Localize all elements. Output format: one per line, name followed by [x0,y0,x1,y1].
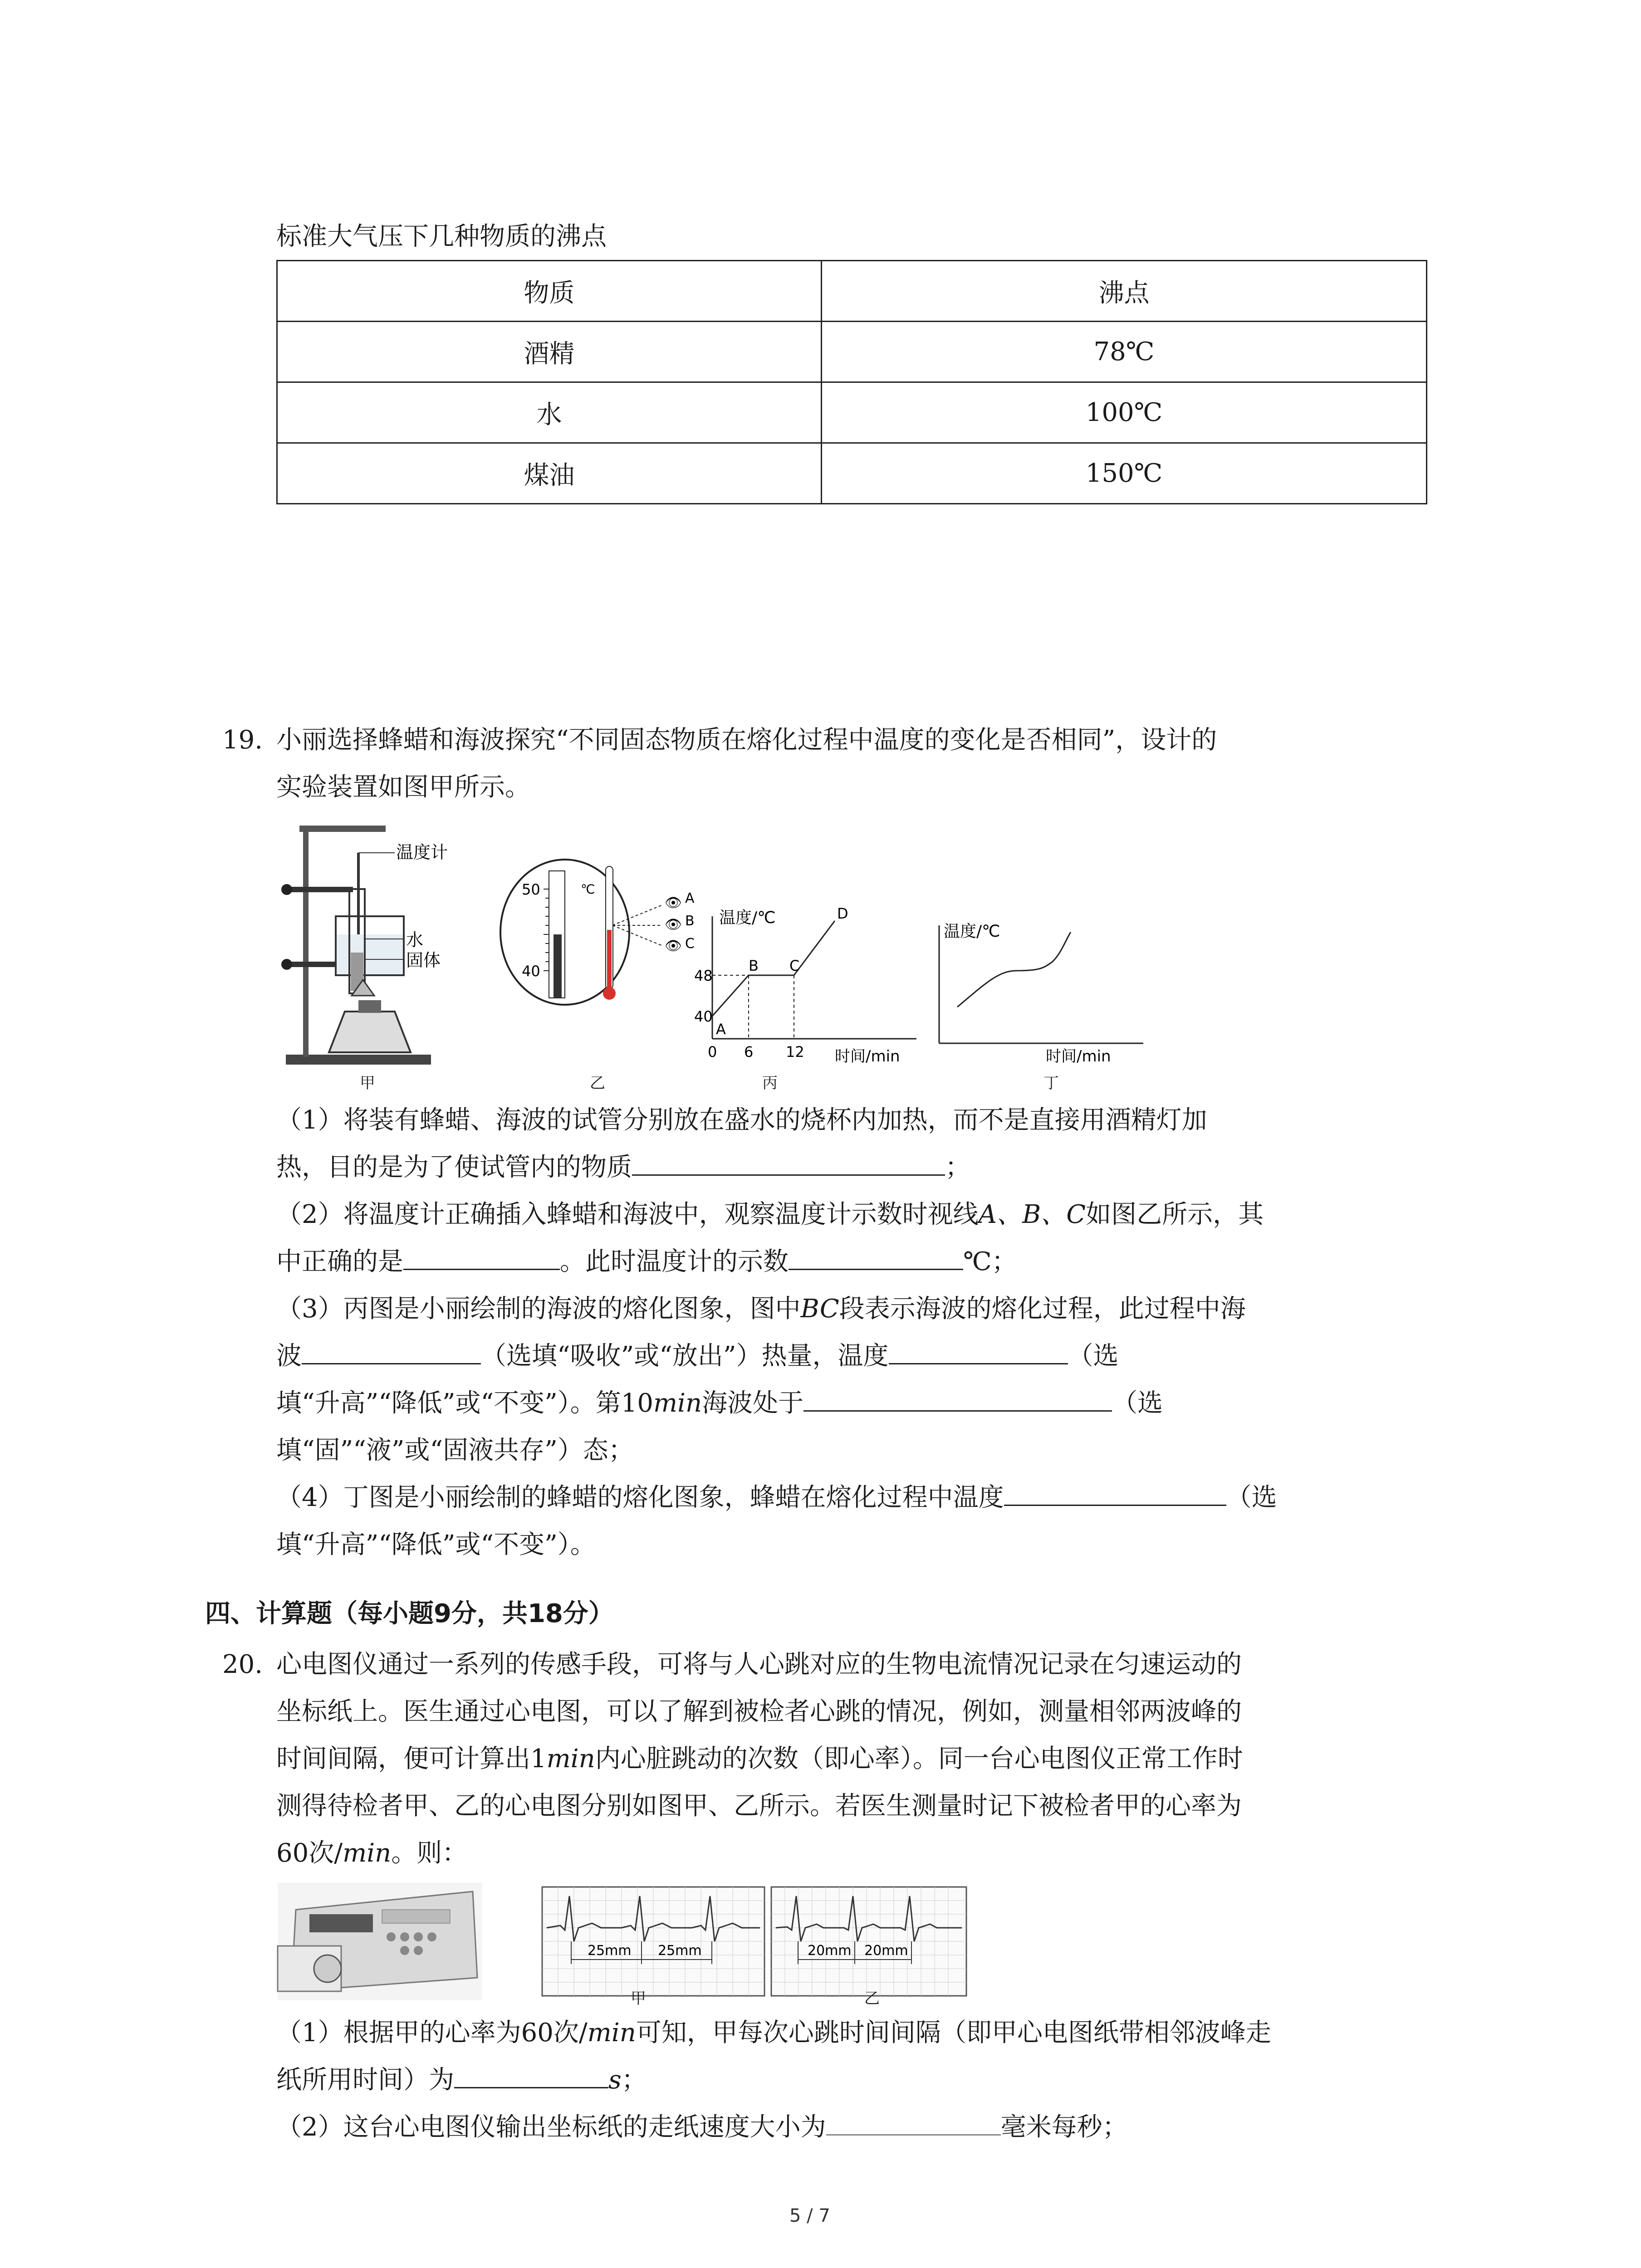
q20-text-c: 60次/ [276,1838,343,1868]
q19-p2-text-c: 中正确的是 [276,1247,403,1276]
q20-p1-text-b: 可知，甲每次心跳时间间隔（即甲心电图纸带相邻波峰走 [636,2018,1271,2048]
q19-p3-line4: 填“固”“液”或“固液共存”）态； [276,1436,634,1465]
table-row [277,322,1427,382]
figure-apparatus-jia [277,816,448,1084]
graph-bing-y48: 48 [694,967,713,984]
tick-50: 50 [522,881,540,898]
graph-bing-xlabel: 时间/min [835,1047,900,1066]
q20-p1-text-d: ； [621,2065,647,2095]
page-number: 5 / 7 [789,2205,830,2226]
point-b: B [749,957,759,974]
caption-ecg-yi: 乙 [864,1989,880,2008]
q19-p4-answer-blank[interactable] [1004,1476,1226,1506]
caption-ding: 丁 [1043,1074,1059,1092]
caption-ecg-jia: 甲 [631,1989,646,2008]
q20-p1-text-a: （1）根据甲的心率为60次/ [276,2018,588,2048]
graph-ding-ylabel: 温度/℃ [944,922,1000,941]
table-cell: 150℃ [822,443,1427,504]
table-row [277,382,1427,443]
q20-p1-answer-blank[interactable] [454,2059,608,2088]
eye-label-c: C [685,936,695,952]
label-thermometer: 温度计 [396,842,448,862]
figure-graph-bing [694,903,953,1075]
caption-yi: 乙 [590,1074,605,1092]
q19-p1-line2 [276,1144,970,1191]
boiling-point-table [276,260,1427,504]
q20-text-a: 时间间隔，便可计算出1 [276,1744,547,1774]
q20-line3 [276,1735,1243,1783]
q20-min-2: min [343,1838,392,1868]
svg-text:👁: 👁 [665,895,682,911]
point-c: C [789,957,800,974]
q19-p3-line2 [276,1333,1119,1380]
ecg-yi-interval-2: 20mm [864,1943,908,1959]
q19-p3-min: min [653,1388,702,1418]
ecg-yi-interval-1: 20mm [808,1943,852,1959]
q19-p3-line1 [276,1286,1246,1333]
q19-stem-line2: 实验装置如图甲所示。 [276,772,530,802]
graph-bing-x6: 6 [744,1043,754,1061]
label-solid: 固体 [406,950,441,970]
ecg-jia-interval-2: 25mm [658,1943,702,1959]
point-a: A [716,1021,726,1038]
graph-ding-xlabel: 时间/min [1046,1047,1111,1066]
q19-p3-text-g: 海波处于 [702,1388,804,1418]
q19-p2-text-a: （2）将温度计正确插入蜂蜡和海波中，观察温度计示数时视线 [276,1200,979,1229]
table-cell: 100℃ [822,382,1427,443]
q19-p4-text-a: （4）丁图是小丽绘制的蜂蜡的熔化图象，蜂蜡在熔化过程中温度 [276,1483,1004,1512]
q20-p1-text-c: 纸所用时间）为 [276,2065,454,2095]
figure-graph-ding [930,916,1166,1070]
q20-p2-answer-blank[interactable] [826,2106,1001,2136]
table-cell: 酒精 [277,322,822,382]
q20-line5 [276,1830,467,1877]
q20-p1-line1 [276,2009,1271,2057]
table-header-row [277,261,1427,322]
q20-p2-text-b: 毫米每秒； [1000,2112,1128,2142]
graph-bing-x0: 0 [708,1043,717,1061]
q20-p1-min: min [587,2018,636,2048]
unit-celsius: ℃ [581,882,595,897]
table-cell: 煤油 [277,443,822,504]
q19-p3-bc: BC [800,1294,839,1324]
svg-text:👁: 👁 [665,938,682,954]
q19-p3-answer-blank-1[interactable] [302,1335,481,1364]
q20-text-d: 。则： [391,1838,468,1868]
q19-p3-text-b: 段表示海波的熔化过程，此过程中海 [839,1294,1246,1324]
q19-p2-answer-blank-2[interactable] [789,1241,963,1270]
q20-line2: 坐标纸上。医生通过心电图，可以了解到被检者心跳的情况，例如，测量相邻两波峰的 [276,1697,1242,1726]
q19-p1-answer-blank[interactable] [632,1146,945,1176]
svg-text:👁: 👁 [665,917,682,933]
section-heading: 四、计算题（每小题9分，共18分） [205,1599,614,1628]
figure-thermometer-yi [499,857,708,1012]
table-header-cell: 沸点 [822,261,1427,322]
q19-p3-text-f: 填“升高”“降低”或“不变”）。第10 [276,1388,654,1418]
q19-p3-text-e: （选 [1068,1341,1119,1371]
q19-p1-text-a: 热，目的是为了使试管内的物质 [276,1153,632,1182]
q19-stem-line1: 小丽选择蜂蜡和海波探究“不同固态物质在熔化过程中温度的变化是否相同”，设计的 [276,725,1217,755]
q20-text-b: 内心脏跳动的次数（即心率）。同一台心电图仪正常工作时 [595,1744,1243,1774]
q19-p4-line2: 填“升高”“降低”或“不变”）。 [276,1530,596,1559]
q20-line1: 心电图仪通过一系列的传感手段，可将与人心跳对应的生物电流情况记录在匀速运动的 [276,1650,1242,1679]
table-cell: 78℃ [822,322,1427,382]
point-d: D [837,905,848,922]
q19-p3-text-c: 波 [276,1341,302,1371]
q19-p3-answer-blank-2[interactable] [889,1335,1068,1364]
caption-bing: 丙 [762,1074,778,1092]
q19-p2-abc: A、B、C [978,1200,1086,1229]
eye-label-a: A [685,890,695,906]
q20-p2-line [276,2104,1128,2151]
q20-line4: 测得待检者甲、乙的心电图分别如图甲、乙所示。若医生测量时记下被检者甲的心率为 [276,1791,1242,1821]
ecg-strip-yi [771,1887,966,1996]
q19-p2-text-d: 。此时温度计的示数 [560,1247,789,1276]
q19-p4-line1 [276,1474,1277,1521]
q20-min-1: min [546,1744,595,1774]
table-row [277,443,1427,504]
q19-p2-answer-blank-1[interactable] [403,1241,560,1270]
q20-number: 20. [222,1650,263,1679]
q19-p1-text-b: ； [945,1153,970,1182]
graph-bing-y40: 40 [694,1008,713,1025]
q19-p2-line1 [276,1191,1264,1238]
ecg-machine-image [278,1882,482,2000]
graph-bing-ylabel: 温度/℃ [719,909,776,927]
q20-p2-text-a: （2）这台心电图仪输出坐标纸的走纸速度大小为 [276,2112,826,2142]
table-caption: 标准大气压下几种物质的沸点 [276,222,607,251]
q19-p2-line2 [276,1238,1017,1286]
table-cell: 水 [277,382,822,443]
label-water: 水 [406,930,424,950]
q20-p1-unit-s: s [608,2065,622,2095]
q19-p4-text-b: （选 [1226,1483,1277,1512]
q19-p3-text-d: （选填“吸收”或“放出”）热量，温度 [481,1341,889,1371]
table-header-cell: 物质 [277,261,822,322]
q19-p2-text-b: 如图乙所示，其 [1086,1200,1264,1229]
q19-p3-line3 [276,1380,1163,1427]
q19-p1-line1: （1）将装有蜂蜡、海波的试管分别放在盛水的烧杯内加热，而不是直接用酒精灯加 [276,1105,1207,1135]
caption-jia: 甲 [360,1074,375,1092]
q19-number: 19. [222,725,263,755]
ecg-jia-interval-1: 25mm [588,1943,632,1959]
eye-label-b: B [685,913,695,929]
ecg-strip-jia [542,1887,764,1996]
q19-p2-text-e: ℃； [963,1247,1017,1276]
q19-p3-text-a: （3）丙图是小丽绘制的海波的熔化图象，图中 [276,1294,801,1324]
tick-40: 40 [522,963,540,980]
q19-p3-answer-blank-3[interactable] [803,1382,1112,1412]
q20-p1-line2 [276,2057,647,2104]
graph-bing-x12: 12 [786,1043,804,1061]
q19-p3-text-h: （选 [1112,1388,1163,1418]
